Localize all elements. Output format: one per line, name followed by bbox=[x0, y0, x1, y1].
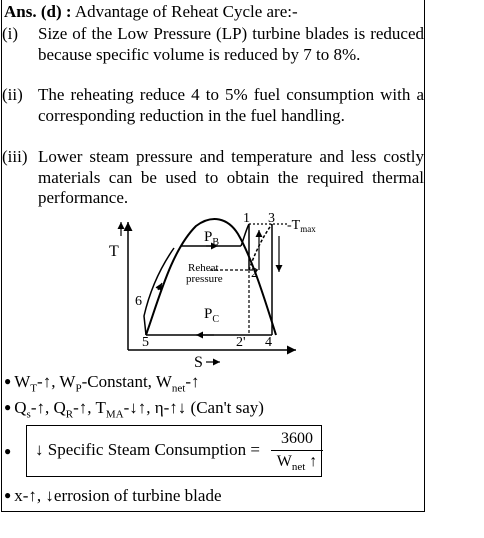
t-axis-label: T bbox=[109, 243, 119, 260]
pb-label: $P_B$ bbox=[204, 229, 220, 248]
point-1: 1 bbox=[243, 211, 250, 226]
heat-bullet: ● $Q_s-↑$, $Q_R-↑$, $T_{MA}-↓↑$, η-↑↓ (Can't say) bbox=[4, 398, 264, 421]
item-number: (i) bbox=[2, 24, 19, 43]
tmax-label: $-T_{max}$ bbox=[287, 218, 316, 234]
reheat-label-line2: pressure bbox=[186, 273, 223, 285]
ssc-bullet-dot: ● bbox=[4, 444, 12, 458]
point-3: 3 bbox=[268, 211, 275, 226]
point-5: 5 bbox=[142, 335, 149, 350]
superheat-line bbox=[241, 224, 249, 246]
point-2-prime: 2' bbox=[236, 335, 246, 350]
ssc-denominator: $W_{net}$ ↑ bbox=[276, 453, 318, 474]
work-bullet: ● $W_T-↑$, $W_P$-Constant, $W_{net}-↑$ bbox=[4, 372, 200, 395]
item-number: (ii) bbox=[2, 85, 23, 104]
ssc-fraction bbox=[271, 430, 323, 473]
pc-label: $P_C$ bbox=[204, 306, 220, 325]
item-number: (iii) bbox=[2, 147, 28, 166]
erosion-bullet: ● x-↑, ↓errosion of turbine blade bbox=[4, 486, 222, 505]
answer-label: Ans. (d) : bbox=[4, 2, 72, 21]
ssc-label: ↓ Specific Steam Consumption = bbox=[35, 440, 260, 459]
item-text: Lower steam pressure and temperature and less costly materials can be used to obtain the required thermal performance. bbox=[38, 147, 424, 207]
ssc-box bbox=[26, 425, 322, 477]
heating-line bbox=[144, 248, 174, 335]
item-text: The reheating reduce 4 to 5% fuel consumption with a corresponding reduction in the fuel handling. bbox=[38, 85, 424, 125]
answer-title: Advantage of Reheat Cycle are:- bbox=[74, 2, 298, 21]
point-2: 2 bbox=[251, 266, 258, 281]
ssc-numerator: 3600 bbox=[271, 430, 323, 451]
point-6: 6 bbox=[135, 294, 142, 309]
reheat-label-line1: Reheat bbox=[188, 262, 219, 274]
s-axis-label: S bbox=[194, 354, 203, 371]
point-4: 4 bbox=[265, 335, 272, 350]
item-text: Size of the Low Pressure (LP) turbine blades is reduced because specific volume is reduced by 7 to 8%. bbox=[38, 24, 424, 64]
